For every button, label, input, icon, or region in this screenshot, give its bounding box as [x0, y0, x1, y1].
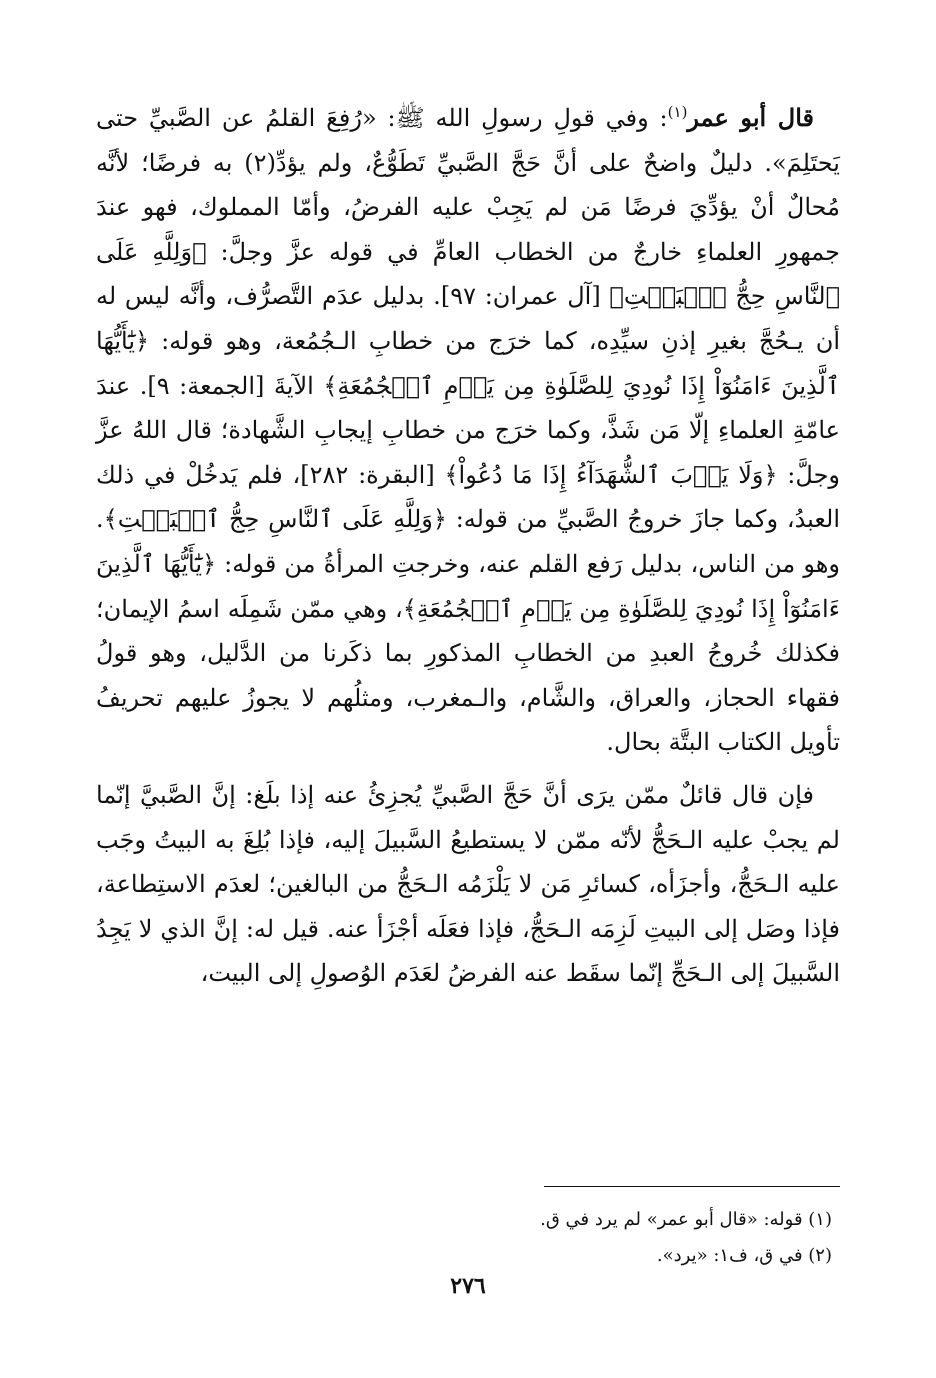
paragraph-1 — [96, 96, 840, 765]
footnote-1: (١) قوله: «قال أبو عمر» لم يرد في ق. — [540, 1209, 832, 1230]
footnotes — [96, 1202, 840, 1274]
book-page — [96, 96, 841, 1299]
main-text — [96, 96, 840, 996]
paragraph-text: فإن قال قائلٌ ممّن يرَى أنَّ حَجَّ الصَّبيِّ يُجزِئُ عنه إذا بلَغ: إنَّ الصَّبيَّ إنّما لم يجبْ عليه الـحَجُّ لأنّه ممّن لا يستطيعُ السَّبيلَ إليه، فإذا بُلِغَ به البيتُ وجَب عليه الـحَجُّ، وأجزَأه، كسائرِ مَن لا يَلْزَمُه الـحَجُّ من البالغين؛ لعدَم الاستِطاعة، فإذا وصَل إلى البيتِ لَزِمَه الـحَجُّ، فإذا فعَلَه أجْزَأ عنه. قيل له: إنَّ الذي لا يَجِدُ السَّبيلَ إلى الـحَجِّ إنّما سقَط عنه الفرضُ لعَدَم الوُصولِ إلى البيت، — [96, 780, 840, 988]
page-number: ٢٧٦ — [450, 1273, 486, 1299]
footnote-ref-1: (١) — [667, 103, 688, 121]
paragraph-2 — [96, 773, 840, 996]
footnote-separator — [544, 1186, 840, 1187]
footnote-2: (٢) في ق، ف١: «يرد». — [656, 1245, 832, 1266]
paragraph-text: : وفي قولِ رسولِ الله ﷺ: «رُفِعَ القلمُ عن الصَّبيِّ حتى يَحتَلِمَ». دليلٌ واضحٌ على أنَّ حَجَّ الصَّبيِّ تَطَوُّعٌ، ولم يؤدِّ(٢) به فرضًا؛ لأنَّه مُحالٌ أنْ يؤدِّيَ فرضًا مَن لم يَجِبْ عليه الفرضُ، وأمّا المملوك، فهو عندَ جمهورِ العلماءِ خارجٌ من الخطاب العامِّ في قوله عزَّ وجلَّ: ﴿وَلِلَّهِ عَلَى ٱلنَّاسِ حِجُّ ٱلۡبَيۡتِ﴾ [آل عمران: ٩٧]. بدليل عدَم التَّصرُّف، وأنَّه ليس له أن يـحُجَّ بغيرِ إذنِ سيِّدِه، كما خرَج من خطابِ الـجُمُعة، وهو قوله: ﴿يَٰٓأَيُّهَا ٱلَّذِينَ ءَامَنُوٓاْ إِذَا نُودِيَ لِلصَّلَوٰةِ مِن يَوۡمِ ٱلۡجُمُعَةِ﴾ الآيةَ [الجمعة: ٩]. عندَ عامّةِ العلماءِ إلّا مَن شَذَّ، وكما خرَج من خطابِ إيجابِ الشَّهادة؛ قال اللهُ عزَّ وجلَّ: ﴿وَلَا يَأۡبَ ٱلشُّهَدَآءُ إِذَا مَا دُعُواْ﴾ [البقرة: ٢٨٢]، فلم يَدخُلْ في ذلك العبدُ، وكما جازَ خروجُ الصَّبيِّ من قوله: ﴿وَلِلَّهِ عَلَى ٱلنَّاسِ حِجُّ ٱلۡبَيۡتِ﴾. وهو من الناس، بدليل رَفع القلم عنه، وخرجتِ المرأةُ من قوله: ﴿يَٰٓأَيُّهَا ٱلَّذِينَ ءَامَنُوٓاْ إِذَا نُودِيَ لِلصَّلَوٰةِ مِن يَوۡمِ ٱلۡجُمُعَةِ﴾، وهي ممّن شَمِلَه اسمُ الإيمان؛ فكذلك خُروجُ العبدِ من الخطابِ المذكورِ بما ذكَرنا من الدَّليل، وهو قولُ فقهاء الحجاز، والعراق، والشَّام، والـمغرب، ومثلُهم لا يجوزُ عليهم تحريفُ تأويل الكتاب البتَّة بحال. — [96, 104, 841, 757]
paragraph-lead: قال أبو عمر — [687, 103, 814, 132]
